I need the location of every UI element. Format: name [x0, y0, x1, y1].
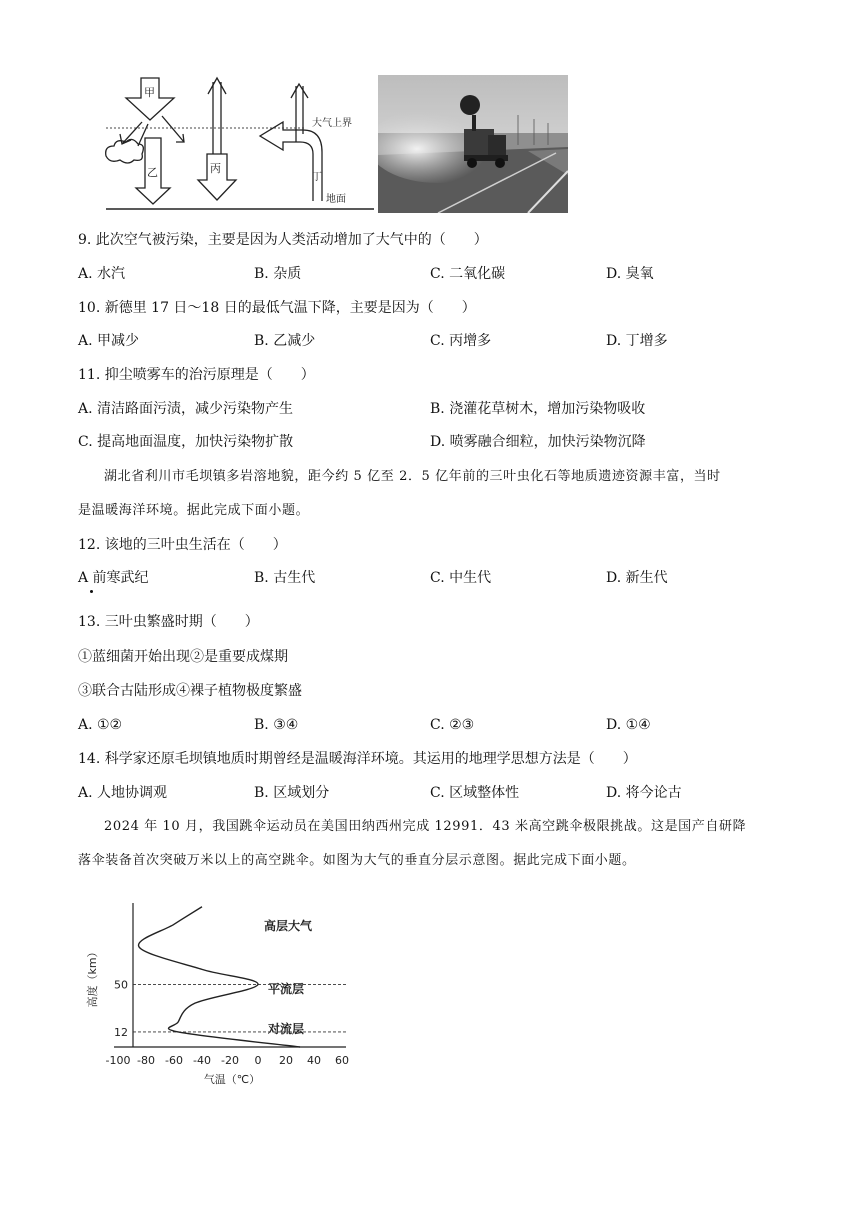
- label-top-of-atmosphere: 大气上界: [312, 118, 352, 129]
- q13-stem: 13. 三叶虫繁盛时期（ ）: [78, 614, 259, 630]
- x-tick-label: 20: [279, 1054, 293, 1067]
- x-tick-label: -80: [137, 1054, 155, 1067]
- label-yi: 乙: [147, 166, 158, 179]
- layer-label-upper-atmosphere: 高层大气: [263, 919, 313, 933]
- q12-option-c[interactable]: C. 中生代: [430, 570, 492, 586]
- q14-option-d[interactable]: D. 将今论古: [606, 785, 682, 801]
- x-tick-label: -40: [193, 1054, 211, 1067]
- dot-mark: [90, 590, 93, 593]
- q11-stem: 11. 抑尘喷雾车的治污原理是（ ）: [78, 367, 315, 383]
- chart-ylabel: 高度（km）: [86, 946, 99, 1008]
- q13-items-1: ①蓝细菌开始出现②是重要成煤期: [78, 649, 288, 665]
- q14-option-a[interactable]: A. 人地协调观: [78, 785, 168, 801]
- passage2-line2: 是温暖海洋环境。据此完成下面小题。: [78, 503, 310, 518]
- q14-stem: 14. 科学家还原毛坝镇地质时期曾经是温暖海洋环境。其运用的地理学思想方法是（ ）: [78, 751, 637, 767]
- x-tick-label: 40: [307, 1054, 321, 1067]
- q12-option-a[interactable]: A 前寒武纪: [78, 570, 149, 586]
- y-tick-label: 12: [114, 1025, 128, 1039]
- q13-option-a[interactable]: A. ①②: [78, 717, 123, 733]
- q9-option-d[interactable]: D. 臭氧: [606, 266, 654, 282]
- atmosphere-layers-chart: [80, 895, 370, 1090]
- label-bing: 丙: [210, 162, 221, 175]
- label-ding: 丁: [312, 172, 322, 183]
- q11-option-b[interactable]: B. 浇灌花草树木，增加污染物吸收: [430, 401, 646, 417]
- q12-option-b[interactable]: B. 古生代: [254, 570, 316, 586]
- q10-option-d[interactable]: D. 丁增多: [606, 333, 668, 349]
- x-tick-label: -60: [165, 1054, 183, 1067]
- passage2-line1: 湖北省利川市毛坝镇多岩溶地貌，距今约 5 亿至 2．5 亿年前的三叶虫化石等地质遗迹资源丰富，当时: [104, 469, 721, 484]
- q10-option-c[interactable]: C. 丙增多: [430, 333, 492, 349]
- label-ground: 地面: [326, 194, 346, 205]
- arrow-bing: [198, 154, 236, 200]
- q10-stem: 10. 新德里 17 日～18 日的最低气温下降，主要是因为（ ）: [78, 300, 476, 316]
- q11-option-d[interactable]: D. 喷雾融合细粒，加快污染物沉降: [430, 434, 646, 450]
- chart-xlabel: 气温（℃）: [203, 1073, 261, 1086]
- q11-option-a[interactable]: A. 清洁路面污渍，减少污染物产生: [78, 401, 294, 417]
- q13-items-2: ③联合古陆形成④裸子植物极度繁盛: [78, 683, 302, 699]
- spray-truck-photo: [378, 75, 568, 213]
- q12-stem: 12. 该地的三叶虫生活在（ ）: [78, 537, 287, 553]
- q9-option-b[interactable]: B. 杂质: [254, 266, 302, 282]
- q14-option-c[interactable]: C. 区域整体性: [430, 785, 520, 801]
- q10-option-a[interactable]: A. 甲减少: [78, 333, 140, 349]
- q14-option-b[interactable]: B. 区域划分: [254, 785, 330, 801]
- layer-label-troposphere: 对流层: [267, 1022, 305, 1036]
- x-tick-label: 60: [335, 1054, 349, 1067]
- y-tick-label: 50: [114, 978, 128, 992]
- radiation-diagram: [100, 76, 378, 216]
- x-tick-label: -20: [221, 1054, 239, 1067]
- q13-option-b[interactable]: B. ③④: [254, 717, 299, 733]
- passage3-line1: 2024 年 10 月，我国跳伞运动员在美国田纳西州完成 12991．43 米高空跳伞极限挑战。这是国产自研降: [104, 819, 747, 834]
- q13-option-d[interactable]: D. ①④: [606, 717, 651, 733]
- layer-label-stratosphere: 平流层: [267, 982, 305, 996]
- arrow-jia: [126, 78, 174, 120]
- q10-option-b[interactable]: B. 乙减少: [254, 333, 316, 349]
- q12-option-d[interactable]: D. 新生代: [606, 570, 668, 586]
- q13-option-c[interactable]: C. ②③: [430, 717, 475, 733]
- x-tick-label: -100: [105, 1054, 131, 1067]
- q11-option-c[interactable]: C. 提高地面温度，加快污染物扩散: [78, 434, 294, 450]
- passage3-line2: 落伞装备首次突破万米以上的高空跳伞。如图为大气的垂直分层示意图。据此完成下面小题。: [78, 853, 636, 868]
- q9-stem: 9. 此次空气被污染，主要是因为人类活动增加了大气中的（ ）: [78, 232, 488, 248]
- arrow-ding: [260, 122, 322, 201]
- q9-option-a[interactable]: A. 水汽: [78, 266, 126, 282]
- label-jia: 甲: [144, 86, 155, 99]
- x-tick-label: 0: [254, 1054, 262, 1067]
- q9-option-c[interactable]: C. 二氧化碳: [430, 266, 506, 282]
